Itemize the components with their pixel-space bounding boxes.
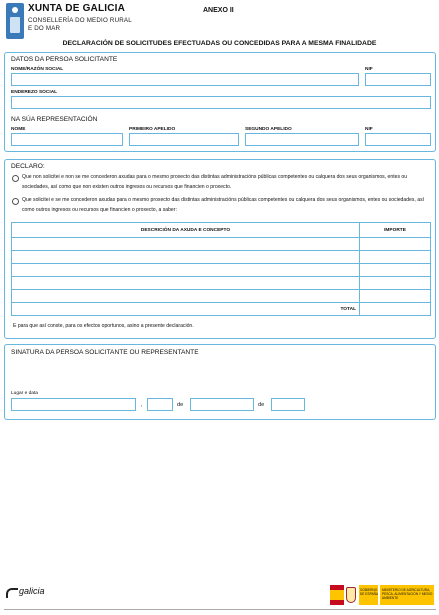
option-aid-text: Que solicitei e se me concederon axudas para o mesmo proxecto das distintas administracións públicas competentes ou calquera dos seus organismos, entes ou sociedades, así como outros ingresos ou recursos que financien o proxecto, a saber:	[22, 197, 425, 213]
de-separator-2: de	[258, 402, 265, 408]
galicia-brand-icon	[6, 588, 18, 598]
rep-nif-field[interactable]	[365, 133, 431, 146]
ministry-text: MINISTERIO DE AGRICULTURA, PESCA, ALIMENTACIÓN Y MEDIO AMBIENTE	[382, 588, 433, 600]
table-row	[12, 251, 431, 264]
footer-divider	[4, 609, 436, 610]
spain-coat-of-arms-icon	[346, 587, 356, 603]
option-aid-radio[interactable]	[12, 198, 19, 205]
description-cell[interactable]	[12, 238, 360, 251]
place-field[interactable]	[11, 398, 136, 411]
amount-cell[interactable]	[360, 238, 431, 251]
annex-label: ANEXO II	[203, 7, 234, 14]
galicia-crest-icon	[6, 3, 24, 39]
table-row	[12, 277, 431, 290]
description-cell[interactable]	[12, 277, 360, 290]
option-no-aid-radio[interactable]	[12, 175, 19, 182]
applicant-section-title: DATOS DA PERSOA SOLICITANTE	[11, 56, 118, 63]
day-field[interactable]	[147, 398, 173, 411]
address-label: ENDEREZO SOCIAL	[11, 90, 58, 95]
amount-cell[interactable]	[360, 251, 431, 264]
rep-first-surname-field[interactable]	[129, 133, 239, 146]
applicant-panel	[4, 52, 436, 152]
month-field[interactable]	[190, 398, 254, 411]
year-field[interactable]	[271, 398, 305, 411]
representation-section-title: NA SÚA REPRESENTACIÓN	[11, 116, 98, 123]
signature-panel	[4, 344, 436, 420]
name-label: NOME/RAZÓN SOCIAL	[11, 67, 64, 72]
xunta-logo	[6, 3, 146, 43]
declaration-section-title: DECLARO:	[11, 163, 45, 170]
description-cell[interactable]	[12, 264, 360, 277]
table-row	[12, 238, 431, 251]
total-label: TOTAL	[12, 303, 360, 316]
document-title: DECLARACIÓN DE SOLICITUDES EFECTUADAS OU CONCEDIDAS PARA A MESMA FINALIDADE	[62, 40, 377, 47]
second-surname-label: SEGUNDO APELIDO	[245, 127, 292, 132]
total-row	[12, 303, 431, 316]
dept-line-2: E DO MAR	[28, 25, 61, 32]
galicia-wordmark: galicia	[19, 586, 45, 596]
amount-cell[interactable]	[360, 277, 431, 290]
amount-column-header: IMPORTE	[360, 223, 431, 238]
declaration-panel	[4, 159, 436, 339]
description-column-header: DESCRICIÓN DA AXUDA E CONCEPTO	[12, 223, 360, 238]
aid-table	[11, 222, 431, 316]
org-name: XUNTA DE GALICIA	[28, 3, 126, 14]
first-surname-label: PRIMEIRO APELIDO	[129, 127, 176, 132]
description-cell[interactable]	[12, 251, 360, 264]
place-date-label: Lugar e data	[11, 391, 38, 396]
gov-text: GOBIERNO DE ESPAÑA	[360, 588, 379, 596]
rep-second-surname-field[interactable]	[245, 133, 359, 146]
total-amount-cell[interactable]	[360, 303, 431, 316]
signature-section-title: SINATURA DA PERSOA SOLICITANTE OU REPRESENTANTE	[11, 349, 199, 356]
nif-label: NIF	[365, 67, 373, 72]
table-row	[12, 290, 431, 303]
galicia-brand	[6, 586, 66, 602]
description-cell[interactable]	[12, 290, 360, 303]
nif-field[interactable]	[365, 73, 431, 86]
comma-separator: ,	[141, 402, 143, 408]
amount-cell[interactable]	[360, 264, 431, 277]
address-field[interactable]	[11, 96, 431, 109]
rep-first-name-field[interactable]	[11, 133, 123, 146]
spain-government-logo	[330, 585, 434, 607]
closing-statement: E para que así conste, para os efectos oportunos, asino a presente declaración.	[13, 323, 194, 329]
table-row	[12, 264, 431, 277]
de-separator-1: de	[177, 402, 184, 408]
table-header-row	[12, 223, 431, 238]
option-no-aid-text: Que non solicitei e non se me concederon axudas para o mesmo proxecto das distintas administracións públicas competentes ou calquera dos seus organismos, entes ou sociedades, así como que non existen outros ingresos ou recursos que financien o proxecto.	[22, 174, 408, 190]
amount-cell[interactable]	[360, 290, 431, 303]
rep-nif-label: NIF	[365, 127, 373, 132]
name-field[interactable]	[11, 73, 359, 86]
dept-line-1: CONSELLERÍA DO MEDIO RURAL	[28, 17, 132, 24]
spain-flag-icon	[330, 585, 344, 605]
first-name-label: NOME	[11, 127, 26, 132]
